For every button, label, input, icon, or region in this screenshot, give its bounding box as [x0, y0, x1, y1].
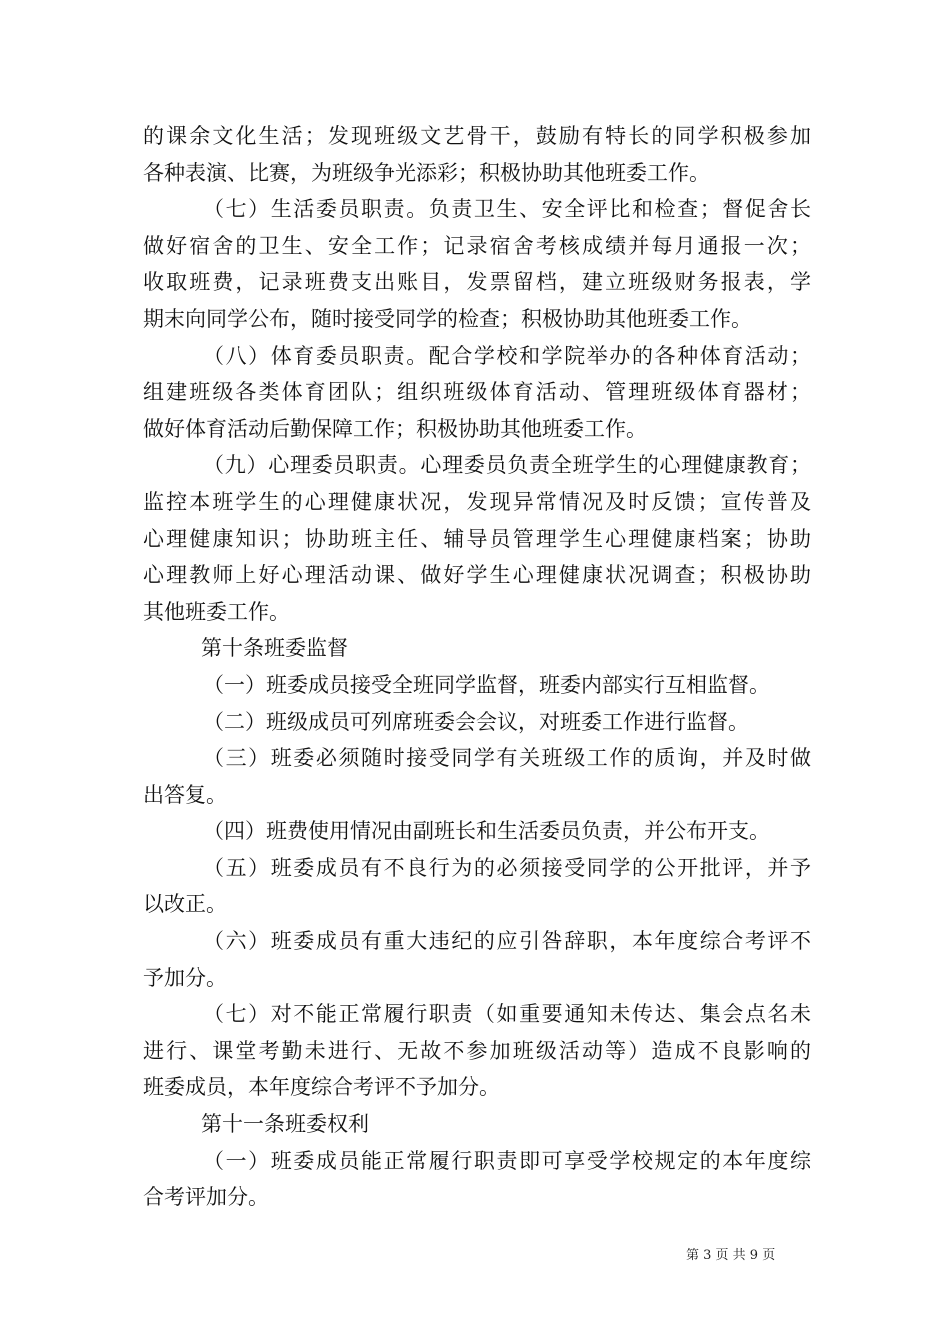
text-line: 心理健康知识；协助班主任、辅导员管理学生心理健康档案；协助 — [143, 526, 811, 551]
text-line: 以改正。 — [143, 892, 227, 917]
text-line: 收取班费，记录班费支出账目，发票留档，建立班级财务报表，学 — [143, 270, 811, 295]
page-number-footer: 第 3 页 共 9 页 — [686, 1248, 776, 1263]
text-line: 各种表演、比赛，为班级争光添彩；积极协助其他班委工作。 — [143, 160, 710, 185]
text-line: （四）班费使用情况由副班长和生活委员负责，并公布开支。 — [203, 819, 770, 844]
text-line: 心理教师上好心理活动课、做好学生心理健康状况调查；积极协助 — [143, 563, 811, 588]
text-line: 予加分。 — [143, 965, 227, 990]
section-heading: 第十一条班委权利 — [201, 1112, 369, 1137]
text-line: 的课余文化生活；发现班级文艺骨干，鼓励有特长的同学积极参加 — [143, 124, 811, 148]
text-line: （七）生活委员职责。负责卫生、安全评比和检查；督促舍长 — [203, 197, 811, 222]
text-line: 出答复。 — [143, 782, 227, 807]
text-line: 进行、课堂考勤未进行、无故不参加班级活动等）造成不良影响的 — [143, 1038, 811, 1063]
text-line: （六）班委成员有重大违纪的应引咎辞职，本年度综合考评不 — [203, 929, 811, 954]
text-line: （九）心理委员职责。心理委员负责全班学生的心理健康教育； — [203, 453, 811, 478]
text-line: （一）班委成员能正常履行职责即可享受学校规定的本年度综 — [203, 1148, 811, 1173]
text-line: （五）班委成员有不良行为的必须接受同学的公开批评，并予 — [203, 855, 811, 880]
text-line: （三）班委必须随时接受同学有关班级工作的质询，并及时做 — [203, 746, 811, 771]
text-line: （二）班级成员可列席班委会会议，对班委工作进行监督。 — [203, 709, 749, 734]
text-line: （七）对不能正常履行职责（如重要通知未传达、集会点名未 — [203, 1002, 811, 1027]
text-line: 做好宿舍的卫生、安全工作；记录宿舍考核成绩并每月通报一次； — [143, 233, 811, 258]
text-line: 其他班委工作。 — [143, 599, 290, 624]
text-line: （一）班委成员接受全班同学监督，班委内部实行互相监督。 — [203, 672, 770, 697]
text-line: 期末向同学公布，随时接受同学的检查；积极协助其他班委工作。 — [143, 306, 752, 331]
section-heading: 第十条班委监督 — [201, 636, 348, 661]
text-line: （八）体育委员职责。配合学校和学院举办的各种体育活动； — [203, 343, 811, 368]
document-body — [143, 118, 811, 1216]
text-line: 组建班级各类体育团队；组织班级体育活动、管理班级体育器材； — [143, 380, 811, 405]
text-line: 做好体育活动后勤保障工作；积极协助其他班委工作。 — [143, 416, 647, 441]
text-line: 合考评加分。 — [143, 1185, 269, 1210]
text-line: 监控本班学生的心理健康状况，发现异常情况及时反馈；宣传普及 — [143, 489, 811, 514]
text-line: 班委成员，本年度综合考评不予加分。 — [143, 1075, 500, 1100]
